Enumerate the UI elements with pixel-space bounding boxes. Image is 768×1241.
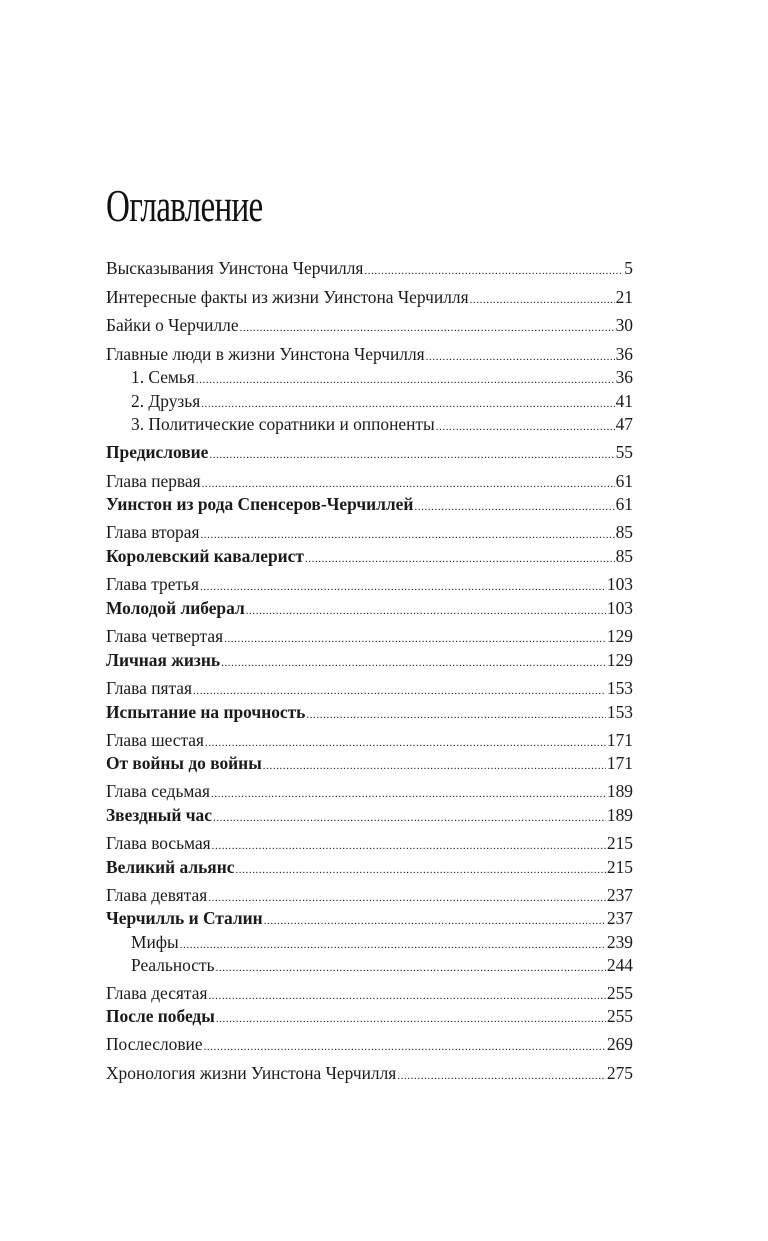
- dot-leader: [213, 806, 606, 830]
- toc-entry: [131, 953, 633, 977]
- dot-leader: [221, 651, 606, 675]
- toc-entry: [106, 596, 633, 620]
- toc-entry-label: Предисловие: [106, 442, 209, 462]
- toc-entry-label: Мифы: [131, 932, 179, 952]
- dot-leader: [436, 415, 615, 439]
- toc-entry: [131, 365, 633, 389]
- toc-entry-label: Глава восьмая: [106, 833, 211, 853]
- dot-leader: [235, 858, 605, 882]
- toc-entry: [106, 572, 633, 596]
- toc-entry-page-number: 244: [606, 955, 633, 975]
- toc-entry-page-number: 5: [624, 258, 633, 278]
- toc-entry: [106, 1004, 633, 1028]
- toc-entry-page-number: 129: [606, 626, 633, 646]
- toc-entry: [106, 855, 633, 879]
- toc-entry-page-number: 103: [606, 598, 633, 618]
- dot-leader: [397, 1064, 606, 1088]
- toc-entry: [106, 700, 633, 724]
- toc-entry: [106, 520, 633, 544]
- toc-entry: [106, 728, 633, 752]
- toc-entry: [106, 624, 633, 648]
- toc-entry-page-number: 171: [606, 730, 633, 750]
- toc-entry-label: Высказывания Уинстона Черчилля: [106, 258, 364, 278]
- toc-entry-page-number: 269: [606, 1034, 633, 1054]
- toc-entry-page-number: 237: [606, 908, 633, 928]
- dot-leader: [364, 259, 623, 283]
- toc-entry-page-number: 239: [606, 932, 633, 952]
- dot-leader: [305, 547, 615, 571]
- toc-entry-label: Глава девятая: [106, 885, 208, 905]
- toc-entry-page-number: 55: [615, 442, 633, 462]
- toc-entry: [106, 676, 633, 700]
- toc-entry-page-number: 85: [615, 522, 633, 542]
- toc-entry: [106, 779, 633, 803]
- toc-entry-page-number: 41: [615, 391, 633, 411]
- toc-entry: [131, 412, 633, 436]
- toc-entry-label: Байки о Черчилле: [106, 315, 239, 335]
- toc-entry-label: После победы: [106, 1006, 215, 1026]
- toc-entry-page-number: 21: [615, 287, 633, 307]
- dot-leader: [240, 316, 615, 340]
- toc-entry-label: Глава десятая: [106, 983, 208, 1003]
- toc-entry-label: Интересные факты из жизни Уинстона Черчилля: [106, 287, 469, 307]
- dot-leader: [216, 956, 606, 980]
- toc-entry: [106, 342, 633, 366]
- toc-entry-label: Глава вторая: [106, 522, 200, 542]
- toc-entry: [106, 648, 633, 672]
- toc-entry: [106, 1032, 633, 1056]
- dot-leader: [306, 703, 606, 727]
- toc-entry-label: Личная жизнь: [106, 650, 221, 670]
- toc-entry: [106, 469, 633, 493]
- toc-entry: [106, 285, 633, 309]
- toc-entry-page-number: 47: [615, 414, 633, 434]
- toc-entry: [131, 930, 633, 954]
- toc-entry: [106, 906, 633, 930]
- toc-entry-page-number: 129: [606, 650, 633, 670]
- toc-entry: [106, 440, 633, 464]
- toc-entry: [106, 492, 633, 516]
- toc-entry: [106, 313, 633, 337]
- toc-entry-page-number: 153: [606, 702, 633, 722]
- dot-leader: [414, 495, 614, 519]
- toc-entry: [106, 544, 633, 568]
- dot-leader: [246, 599, 606, 623]
- toc-entry-page-number: 255: [606, 1006, 633, 1026]
- toc-entry-label: Реальность: [131, 955, 215, 975]
- page-title: Оглавление: [106, 180, 263, 231]
- toc-entry-label: От войны до войны: [106, 753, 262, 773]
- toc-entry-label: Великий альянс: [106, 857, 235, 877]
- toc-entry-page-number: 189: [606, 781, 633, 801]
- toc-entry-label: Глава третья: [106, 574, 199, 594]
- toc-entry-label: Послесловие: [106, 1034, 203, 1054]
- toc-entry-label: Главные люди в жизни Уинстона Черчилля: [106, 344, 425, 364]
- toc-entry-page-number: 61: [615, 471, 633, 491]
- toc-entry-page-number: 237: [606, 885, 633, 905]
- dot-leader: [470, 288, 615, 312]
- toc-entry-label: Глава седьмая: [106, 781, 210, 801]
- dot-leader: [209, 443, 614, 467]
- toc-entry-label: Глава шестая: [106, 730, 204, 750]
- toc-entry: [106, 751, 633, 775]
- toc-entry-label: Глава первая: [106, 471, 201, 491]
- toc-entry: [106, 981, 633, 1005]
- toc-entry-page-number: 103: [606, 574, 633, 594]
- toc-entry: [106, 1061, 633, 1085]
- dot-leader: [263, 754, 606, 778]
- toc-entry-label: 2. Друзья: [131, 391, 201, 411]
- toc-entry-page-number: 189: [606, 805, 633, 825]
- toc-entry-label: Хронология жизни Уинстона Черчилля: [106, 1063, 397, 1083]
- toc-entry-page-number: 85: [615, 546, 633, 566]
- toc-entry-page-number: 255: [606, 983, 633, 1003]
- toc-entry: [106, 831, 633, 855]
- toc-entry-label: Звездный час: [106, 805, 212, 825]
- toc-entry-label: 1. Семья: [131, 367, 195, 387]
- toc-entry: [131, 389, 633, 413]
- toc-entry-page-number: 171: [606, 753, 633, 773]
- toc-entry-page-number: 153: [606, 678, 633, 698]
- toc-entry: [106, 883, 633, 907]
- toc-entry: [106, 803, 633, 827]
- toc-entry-page-number: 275: [606, 1063, 633, 1083]
- toc-entry-label: Королевский кавалерист: [106, 546, 304, 566]
- toc-entry: [106, 256, 633, 280]
- toc-entry-label: Уинстон из рода Спенсеров-Черчиллей: [106, 494, 414, 514]
- toc-entry-page-number: 30: [615, 315, 633, 335]
- toc-entry-page-number: 215: [606, 857, 633, 877]
- toc-entry-label: 3. Политические соратники и оппоненты: [131, 414, 435, 434]
- dot-leader: [204, 1035, 606, 1059]
- toc-entry-page-number: 215: [606, 833, 633, 853]
- toc-entry-label: Молодой либерал: [106, 598, 245, 618]
- toc-entry-label: Черчилль и Сталин: [106, 908, 263, 928]
- toc-entry-label: Испытание на прочность: [106, 702, 306, 722]
- toc-entry-page-number: 61: [615, 494, 633, 514]
- toc-entry-label: Глава пятая: [106, 678, 193, 698]
- toc-entry-page-number: 36: [615, 344, 633, 364]
- toc-entry-page-number: 36: [615, 367, 633, 387]
- dot-leader: [216, 1007, 606, 1031]
- toc-entry-label: Глава четвертая: [106, 626, 224, 646]
